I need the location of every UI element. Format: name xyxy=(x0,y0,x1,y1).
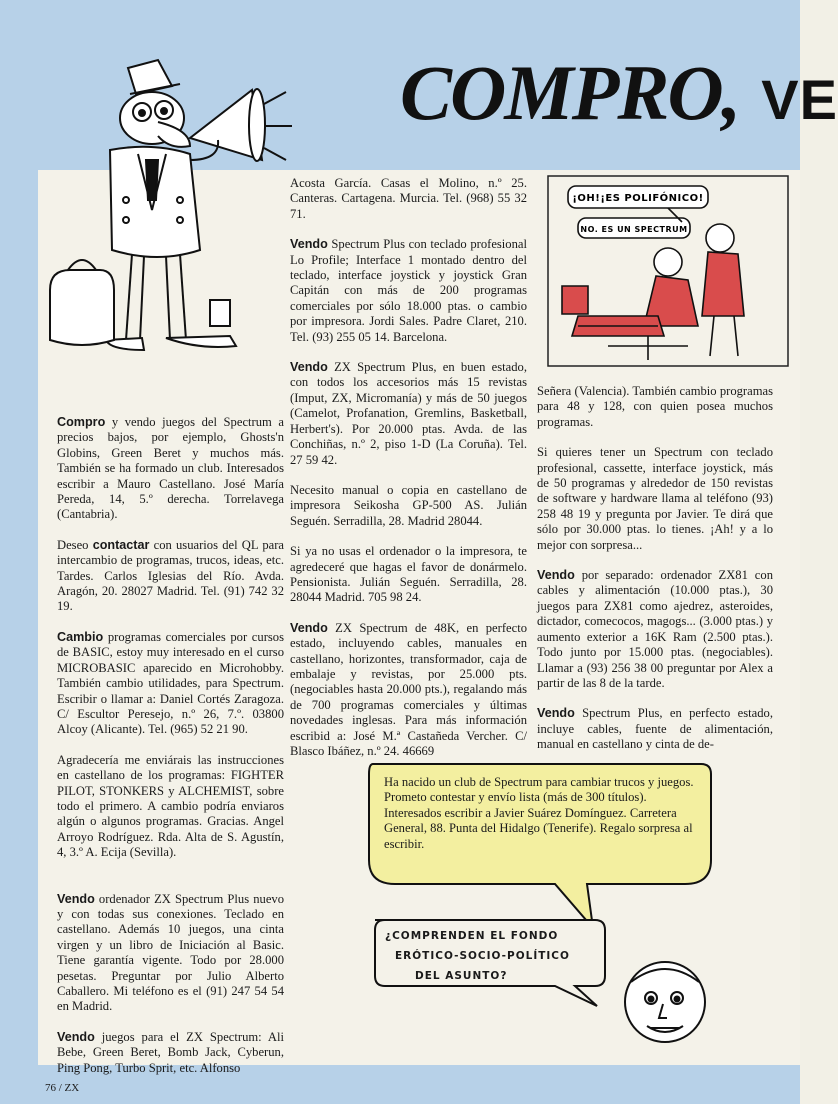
ad-3-text: programas comerciales por cursos de BASIC, estoy muy interesado en el curso MICROBASIC aparecido en Microhobby. También cambio utilidades, para Spectrum. Escribir o llamar a: Daniel Cortés Zaragoza. C/ Escultor Peresejo, n.º 26, 7.º. 03800 Alcoy (Alicante). Tel. (965) 52 21 90. xyxy=(57,629,284,737)
ad-4-text: Agradecería me enviárais las instrucciones en castellano de los programas: FIGHTER PILOT, STONKERS y ALCHEMIST, sobre todo el primero. A cambio podría enviaros algún o algunos programas. Gracias. Angel Arroyo Rodríguez. Rda. Alta de S. Agustín, 4, 3.º A. Ecija (Sevilla). xyxy=(57,752,284,860)
ad-9 xyxy=(290,360,527,468)
ad-12 xyxy=(290,621,527,760)
ad-8-text: Spectrum Plus con teclado profesional Lo Profile; Interface 1 montado dentro del teclado, interface joystick y joystick Gran Capitán con más de 200 programas comerciales por sólo 18.000 ptas. o cambio por impresora. Jordi Sales. Padre Claret, 210. Tel. (93) 255 05 14. Barcelona. xyxy=(290,237,527,344)
megaphone-man-illustration xyxy=(40,50,300,420)
ad-1-text: y vendo juegos del Spectrum a precios bajos, por ejemplo, Ghosts'n Globins, Green Beret y muchos más. También se ha formado un club. Interesados escribir a Mauro Castellano. José María Pereda, 14, 5.º derecha. Torrelavega (Cantabria). xyxy=(57,415,284,522)
column-2 xyxy=(290,176,527,774)
title-cut: VE xyxy=(761,68,838,131)
ad-15 xyxy=(537,568,773,691)
ad-13-text: Señera (Valencia). También cambio programas para 48 y 128, con quien posea muchos programas. xyxy=(537,384,773,429)
ad-12-text: ZX Spectrum de 48K, en perfecto estado, incluyendo cables, manuales en castellano, horizontes, transformador, caja de embalaje y revistas, por 25.000 pts. (negociables hasta 20.000 pts.), regalando más de 700 programas comerciales y últimas novedades inglesas. Para más información escribid a: José M.ª Castañeda Vercher. C/ Blasco Ibáñez, n.º 24. 46669 xyxy=(290,620,527,758)
page-footer: 76 / ZX xyxy=(45,1082,80,1094)
ad-9-lead: Vendo xyxy=(290,360,328,375)
ad-2-text: con usuarios del QL para intercambio de programas, trucos, ideas, etc. Tardes. Carlos Iglesias del Río. Avda. Aragón, 20. 28027 Madrid. Tel. (91) 742 32 19. xyxy=(57,537,284,614)
shout-spectrum: NO. ES UN SPECTRUM xyxy=(580,225,688,234)
question-line-2: ERÓTICO-SOCIO-POLÍTICO xyxy=(395,950,570,962)
ad-16-text: Spectrum Plus, en perfecto estado, incluye cables, fuente de alimentación, manual en castellano y cinta de de- xyxy=(537,706,773,752)
ad-15-text: por separado: ordenador ZX81 con cables y alimentación (10.000 ptas.), 30 juegos para ZX81 como ajedrez, asteroides, dictador, comecocos, magogs... (3.000 ptas.) y aumento exterior a 16K Ram (2.500 ptas.). Todo junto por 15.000 ptas. (negociables). Llamar a (93) 256 38 00 preguntar por Alex a partir de las 8 de la tarde. xyxy=(537,568,773,690)
ad-1-lead: Compro xyxy=(57,415,106,429)
ad-10-text: Necesito manual o copia en castellano de impresora Seikosha GP-500 AS. Julián Seguén. Serradilla, 28. Madrid 28044. xyxy=(290,482,527,528)
ad-13 xyxy=(537,384,773,430)
ad-12-lead: Vendo xyxy=(290,620,328,635)
ad-6-text: juegos para el ZX Spectrum: Ali Bebe, Green Beret, Bomb Jack, Cyberun, Ping Pong, Turbo Sprit, etc. Alfonso xyxy=(57,1029,284,1075)
ad-16 xyxy=(537,706,773,752)
ad-9-text: ZX Spectrum Plus, en buen estado, con todos los accesorios más 15 revistas (Imput, ZX, Micromanía) y más de 50 juegos (Camelot, Profanation, Gremlins, Basketball, Herbert's). Por 20.000 ptas. Avda. de las Conchiñas, n.º 2, piso 1-D (La Coruña). Tel. 27 59 42. xyxy=(290,360,527,467)
ad-14-text: Si quieres tener un Spectrum con teclado profesional, cassette, interface joystick, más de 50 programas y alrededor de 150 revistas de software y hardware llama al teléfono (93) 258 48 19 y pregunta por Javier. Te dirá que sólo por 30.000 ptas. lo tienes. ¡Ah! y a lo mejor con sorpresa... xyxy=(537,445,773,552)
ad-3 xyxy=(57,630,284,738)
column-3 xyxy=(537,384,773,768)
ad-11 xyxy=(290,544,527,606)
club-announcement: Ha nacido un club de Spectrum para cambiar trucos y juegos. Prometo contestar y envío lista (más de 300 títulos). Interesados escribir a Javier Suárez Domínguez. Carretera General, 88. Punta del Hidalgo (Tenerife). Regalo sorpresa al escribir. xyxy=(384,775,694,851)
ad-1 xyxy=(57,415,284,523)
ad-8-lead: Vendo xyxy=(290,237,328,252)
ad-5-lead: Vendo xyxy=(57,891,95,906)
question-line-1: ¿COMPRENDEN EL FONDO xyxy=(385,930,559,942)
ad-2-lead: contactar xyxy=(92,537,150,552)
ad-6-lead: Vendo xyxy=(57,1029,95,1044)
face-cartoon xyxy=(625,962,705,1042)
ad-11-text: Si ya no usas el ordenador o la impresora, te agredeceré que hagas el favor de donármelo. Pensionista. Julián Seguén. Serradilla, 28. 28044 Madrid. 705 98 24. xyxy=(290,544,527,605)
ad-16-lead: Vendo xyxy=(537,706,575,721)
ad-7-text: Acosta García. Casas el Molino, n.º 25. Canteras. Cartagena. Murcia. Tel. (968) 55 32 71. xyxy=(290,176,527,221)
ad-5 xyxy=(57,892,284,1015)
ad-4 xyxy=(57,753,284,861)
ad-8 xyxy=(290,237,527,345)
ad-14 xyxy=(537,445,773,553)
question-line-3: DEL ASUNTO? xyxy=(415,970,508,982)
ad-15-lead: Vendo xyxy=(537,568,575,583)
ad-7 xyxy=(290,176,527,222)
spectrum-keyboard-cartoon xyxy=(548,176,788,366)
column-1 xyxy=(57,415,284,1091)
ad-3-lead: Cambio xyxy=(57,629,104,644)
ad-2 xyxy=(57,538,284,615)
ad-5-text: ordenador ZX Spectrum Plus nuevo y con todas sus conexiones. Teclado en castellano. Además 10 juegos, una cinta virgen y un libro de Iniciación al Basic. Tiene garantía vigente. Todo por 28.000 pesetas. Preguntar por Julio Alberto Caballero. Mi teléfono es el (91) 247 54 54 en Madrid. xyxy=(57,891,284,1014)
ad-6 xyxy=(57,1030,284,1076)
page-title xyxy=(400,48,838,138)
ad-2-pre: Deseo xyxy=(57,537,93,552)
title-main: COMPRO, xyxy=(400,49,740,136)
shout-polifonico: ¡OH!¡ES POLIFÓNICO! xyxy=(572,193,704,204)
ad-10 xyxy=(290,483,527,529)
